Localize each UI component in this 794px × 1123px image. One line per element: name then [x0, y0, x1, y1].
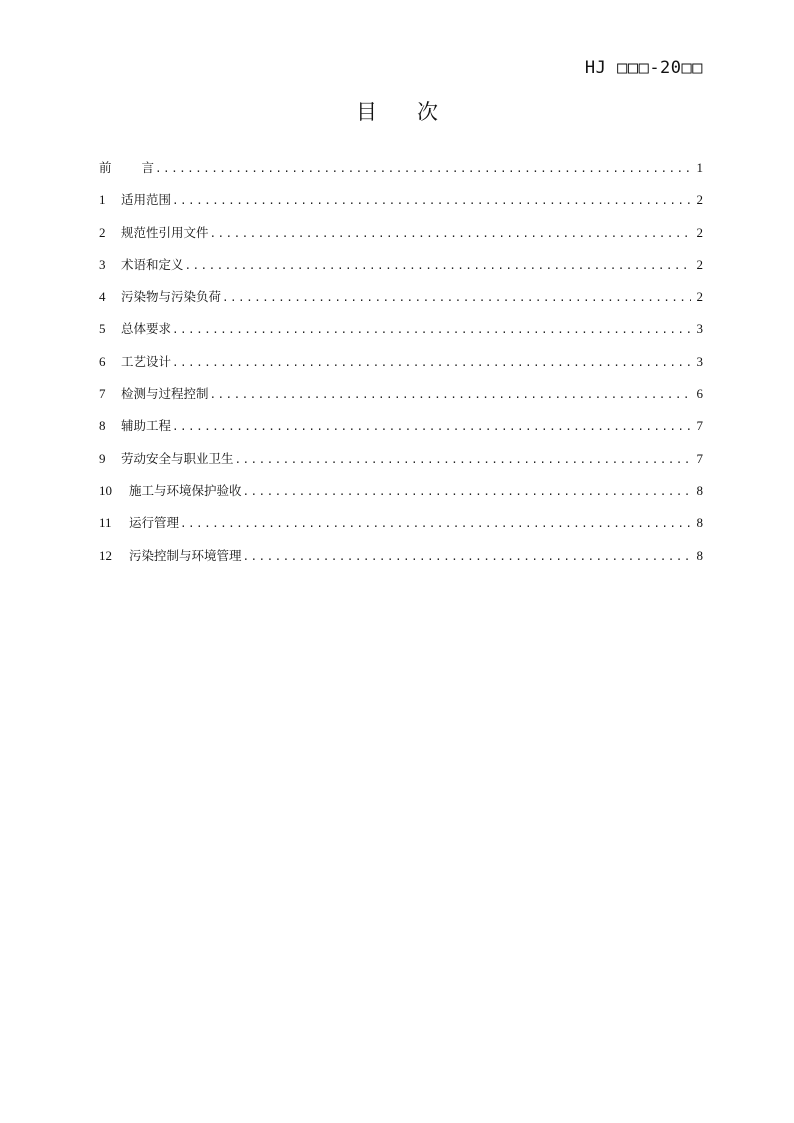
- toc-entry-11[interactable]: [99, 511, 703, 543]
- toc-entry-label: 规范性引用文件: [121, 224, 209, 240]
- toc-leader-dots: [222, 286, 690, 310]
- toc-entry-7[interactable]: [99, 382, 703, 414]
- toc-entry-page: 8: [696, 482, 703, 498]
- toc-leader-dots: [172, 189, 690, 213]
- toc-entry-label: 适用范围: [121, 192, 172, 208]
- toc-entry-page: 8: [696, 515, 703, 531]
- toc-entry-number: 8: [99, 418, 106, 434]
- toc-entry-5[interactable]: [99, 317, 703, 349]
- toc-entry-page: 7: [696, 418, 703, 434]
- toc-entry-label: 辅助工程: [121, 418, 172, 434]
- toc-entry-label: 施工与环境保护验收: [129, 482, 242, 498]
- toc-entry-number: 1: [99, 192, 106, 208]
- toc-title: [0, 96, 794, 126]
- toc-entry-page: 2: [696, 289, 703, 305]
- toc-entry-9[interactable]: [99, 447, 703, 479]
- toc-leader-dots: [235, 448, 691, 472]
- toc-entry-label: 污染物与污染负荷: [121, 289, 222, 305]
- toc-preface-char-1: 前: [99, 160, 112, 175]
- toc-title-char-2: 次: [417, 100, 438, 124]
- toc-entry-page: 8: [696, 547, 703, 563]
- toc-entry-label: 工艺设计: [121, 353, 172, 369]
- document-code: HJ □□□-20□□: [584, 58, 703, 78]
- toc-entry-number: 2: [99, 224, 106, 240]
- toc-entry-number: 12: [99, 547, 112, 563]
- toc-entry-label: 污染控制与环境管理: [129, 547, 242, 563]
- toc-entry-page: 2: [696, 256, 703, 272]
- toc-leader-dots: [243, 545, 691, 569]
- toc-leader-dots: [185, 254, 691, 278]
- toc-entry-10[interactable]: [99, 479, 703, 511]
- toc-leader-dots: [172, 415, 690, 439]
- toc-entry-number: 4: [99, 289, 106, 305]
- toc-entry-3[interactable]: [99, 253, 703, 285]
- toc-leader-dots: [210, 222, 691, 246]
- toc-title-char-1: 目: [356, 100, 377, 124]
- toc-entry-page: 7: [696, 450, 703, 466]
- toc-entry-label: 检测与过程控制: [121, 386, 209, 402]
- toc-entry-preface[interactable]: [99, 156, 703, 188]
- toc-entry-number: 7: [99, 386, 106, 402]
- toc-leader-dots: [180, 512, 690, 536]
- toc-entry-label: 运行管理: [129, 515, 180, 531]
- toc-entry-label: 总体要求: [121, 321, 172, 337]
- toc-entry-4[interactable]: [99, 285, 703, 317]
- toc-leader-dots: [210, 383, 691, 407]
- toc-entry-number: 10: [99, 482, 112, 498]
- toc-entry-label: 劳动安全与职业卫生: [121, 450, 234, 466]
- toc-entry-page: 3: [696, 353, 703, 369]
- toc-entry-number: 9: [99, 450, 106, 466]
- toc-list: [99, 156, 703, 576]
- toc-entry-page: 2: [696, 192, 703, 208]
- toc-entry-number: 3: [99, 256, 106, 272]
- toc-entry-1[interactable]: [99, 188, 703, 220]
- toc-entry-number: 11: [99, 515, 112, 531]
- toc-leader-dots: [155, 157, 690, 181]
- toc-entry-page: 1: [696, 160, 703, 175]
- toc-entry-label: 术语和定义: [121, 256, 184, 272]
- toc-entry-number: 6: [99, 353, 106, 369]
- toc-entry-page: 6: [696, 386, 703, 402]
- toc-preface-char-2: 言: [141, 160, 155, 175]
- toc-leader-dots: [172, 318, 690, 342]
- toc-entry-2[interactable]: [99, 221, 703, 253]
- toc-entry-6[interactable]: [99, 350, 703, 382]
- toc-entry-page: 2: [696, 224, 703, 240]
- toc-entry-page: 3: [696, 321, 703, 337]
- toc-leader-dots: [243, 480, 691, 504]
- toc-entry-label: [99, 156, 154, 180]
- toc-entry-number: 5: [99, 321, 106, 337]
- toc-entry-12[interactable]: [99, 544, 703, 576]
- toc-entry-8[interactable]: [99, 414, 703, 446]
- toc-leader-dots: [172, 351, 690, 375]
